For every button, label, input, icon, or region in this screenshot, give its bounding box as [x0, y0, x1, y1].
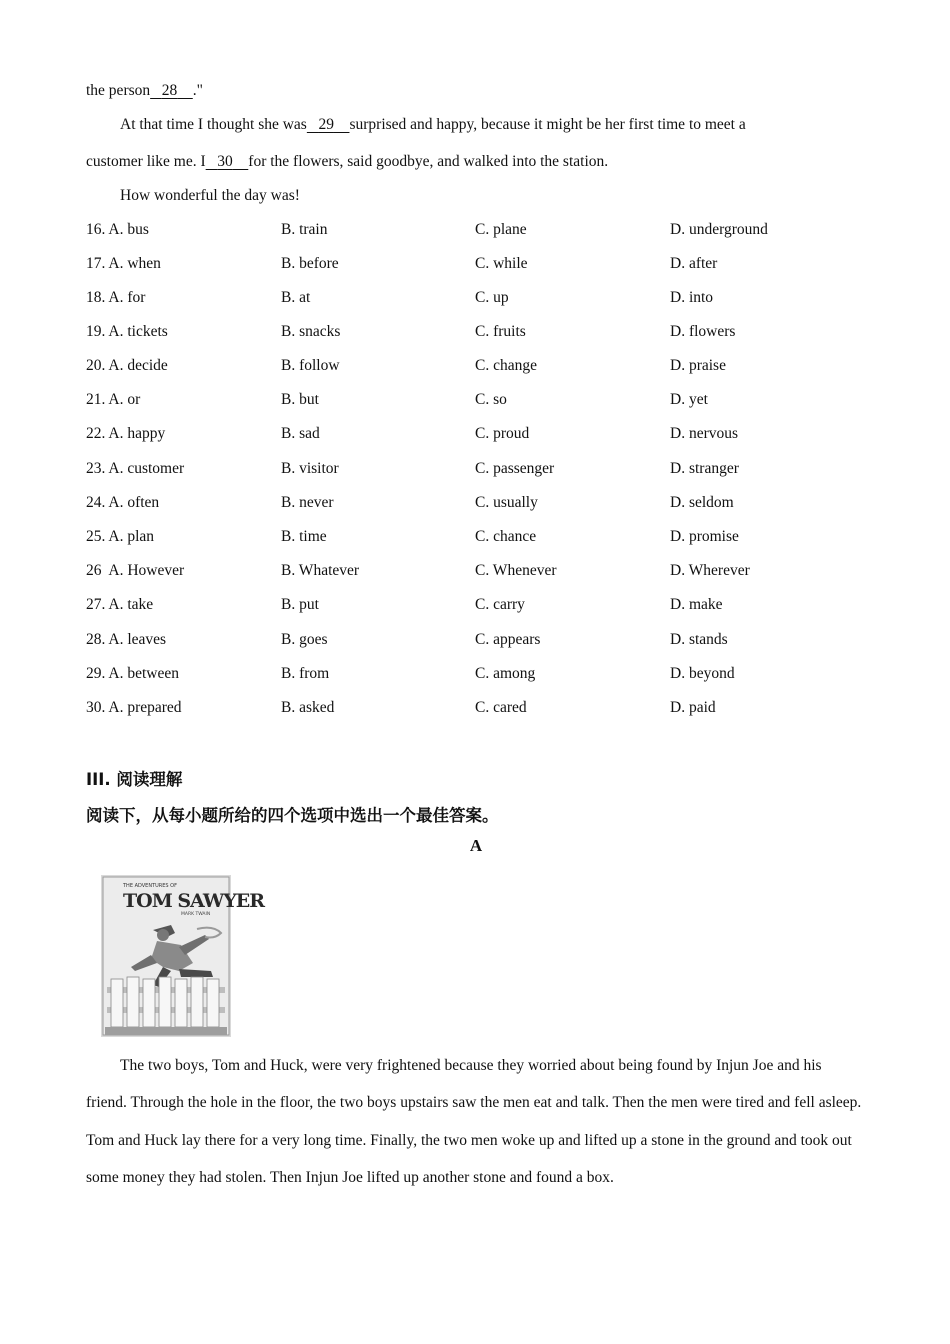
option-a: 20. A. decide: [86, 357, 168, 374]
option-b: B. Whatever: [281, 562, 360, 579]
section-title: III. 阅读理解: [86, 770, 183, 789]
option-c: C. cared: [475, 699, 527, 716]
option-c: C. carry: [475, 596, 525, 613]
option-a: 22. A. happy: [86, 425, 166, 442]
option-d: D. stranger: [670, 460, 739, 477]
option-a: 26 A. However: [86, 562, 185, 579]
option-a: 18. A. for: [86, 289, 146, 306]
text-segment: customer like me. I: [86, 153, 206, 170]
option-d: D. Wherever: [670, 562, 750, 579]
option-d: D. praise: [670, 357, 726, 374]
option-c: C. so: [475, 391, 507, 408]
text-segment: for the flowers, said goodbye, and walked into the station.: [248, 153, 609, 170]
option-a: 21. A. or: [86, 391, 141, 408]
option-d: D. underground: [670, 221, 768, 238]
text-segment: .": [192, 82, 203, 99]
blank-28: [150, 82, 193, 99]
option-d: D. make: [670, 596, 723, 613]
passage-line-2: [120, 115, 746, 135]
option-c: C. usually: [475, 494, 538, 511]
option-c: C. among: [475, 665, 536, 682]
option-b: B. but: [281, 391, 319, 408]
option-b: B. before: [281, 255, 339, 272]
option-b: B. sad: [281, 425, 320, 442]
option-a: 27. A. take: [86, 596, 154, 613]
option-d: D. beyond: [670, 665, 735, 682]
passage-line-4: How wonderful the day was!: [120, 187, 300, 204]
option-c: C. while: [475, 255, 528, 272]
book-title: TOM SAWYER: [123, 890, 265, 912]
option-b: B. put: [281, 596, 319, 613]
option-a: 24. A. often: [86, 494, 160, 511]
option-d: D. paid: [670, 699, 716, 716]
option-c: C. fruits: [475, 323, 526, 340]
option-a: 19. A. tickets: [86, 323, 168, 340]
book-small-title: THE ADVENTURES OF: [123, 883, 177, 889]
option-a: 17. A. when: [86, 255, 161, 272]
text-segment: surprised and happy, because it might be her first time to meet a: [349, 116, 746, 133]
option-d: D. flowers: [670, 323, 736, 340]
option-b: B. from: [281, 665, 330, 682]
option-d: D. yet: [670, 391, 708, 408]
option-a: 30. A. prepared: [86, 699, 182, 716]
option-b: B. time: [281, 528, 327, 545]
option-c: C. appears: [475, 631, 541, 648]
blank-29: [307, 116, 350, 133]
option-c: C. proud: [475, 425, 530, 442]
option-d: D. after: [670, 255, 718, 272]
option-b: B. follow: [281, 357, 340, 374]
blank-number: 29: [318, 116, 334, 133]
option-c: C. Whenever: [475, 562, 557, 579]
option-c: C. change: [475, 357, 537, 374]
option-b: B. snacks: [281, 323, 341, 340]
blank-30: [206, 153, 249, 170]
option-d: D. seldom: [670, 494, 734, 511]
option-b: B. never: [281, 494, 334, 511]
option-a: 28. A. leaves: [86, 631, 167, 648]
option-a: 25. A. plan: [86, 528, 155, 545]
option-a: 23. A. customer: [86, 460, 185, 477]
text-segment: At that time I thought she was: [120, 116, 307, 133]
section-instruction: 阅读下，从每小题所给的四个选项中选出一个最佳答案。: [86, 806, 499, 825]
blank-number: 30: [217, 153, 233, 170]
option-a: 16. A. bus: [86, 221, 149, 238]
option-d: D. stands: [670, 631, 728, 648]
option-b: B. train: [281, 221, 328, 238]
passage-line-3: [86, 152, 608, 172]
passage-letter: A: [469, 836, 483, 855]
option-a: 29. A. between: [86, 665, 179, 682]
option-b: B. at: [281, 289, 311, 306]
option-d: D. promise: [670, 528, 739, 545]
book-author: MARK TWAIN: [181, 912, 211, 917]
option-b: B. visitor: [281, 460, 339, 477]
option-c: C. up: [475, 289, 509, 306]
option-d: D. nervous: [670, 425, 739, 442]
option-b: B. asked: [281, 699, 335, 716]
fence-illustration: [105, 977, 227, 1035]
text-segment: the person: [86, 82, 151, 99]
reading-passage: The two boys, Tom and Huck, were very frightened because they worried about being found by Injun Joe and his friend. Through the hole in the floor, the two boys upstairs saw the men eat and talk. Then the men were tired and fell asleep. Tom and Huck lay there for a very long time. Finally, the two men woke up and lifted up a stone in the ground and took out some money they had stolen. Then Injun Joe lifted up another stone and found a box.: [86, 1057, 862, 1186]
option-c: C. plane: [475, 221, 527, 238]
option-b: B. goes: [281, 631, 328, 648]
passage-line-1: [86, 81, 203, 101]
option-d: D. into: [670, 289, 714, 306]
blank-number: 28: [161, 82, 178, 99]
option-c: C. passenger: [475, 460, 555, 477]
book-cover-image: [101, 875, 265, 1037]
option-c: C. chance: [475, 528, 537, 545]
